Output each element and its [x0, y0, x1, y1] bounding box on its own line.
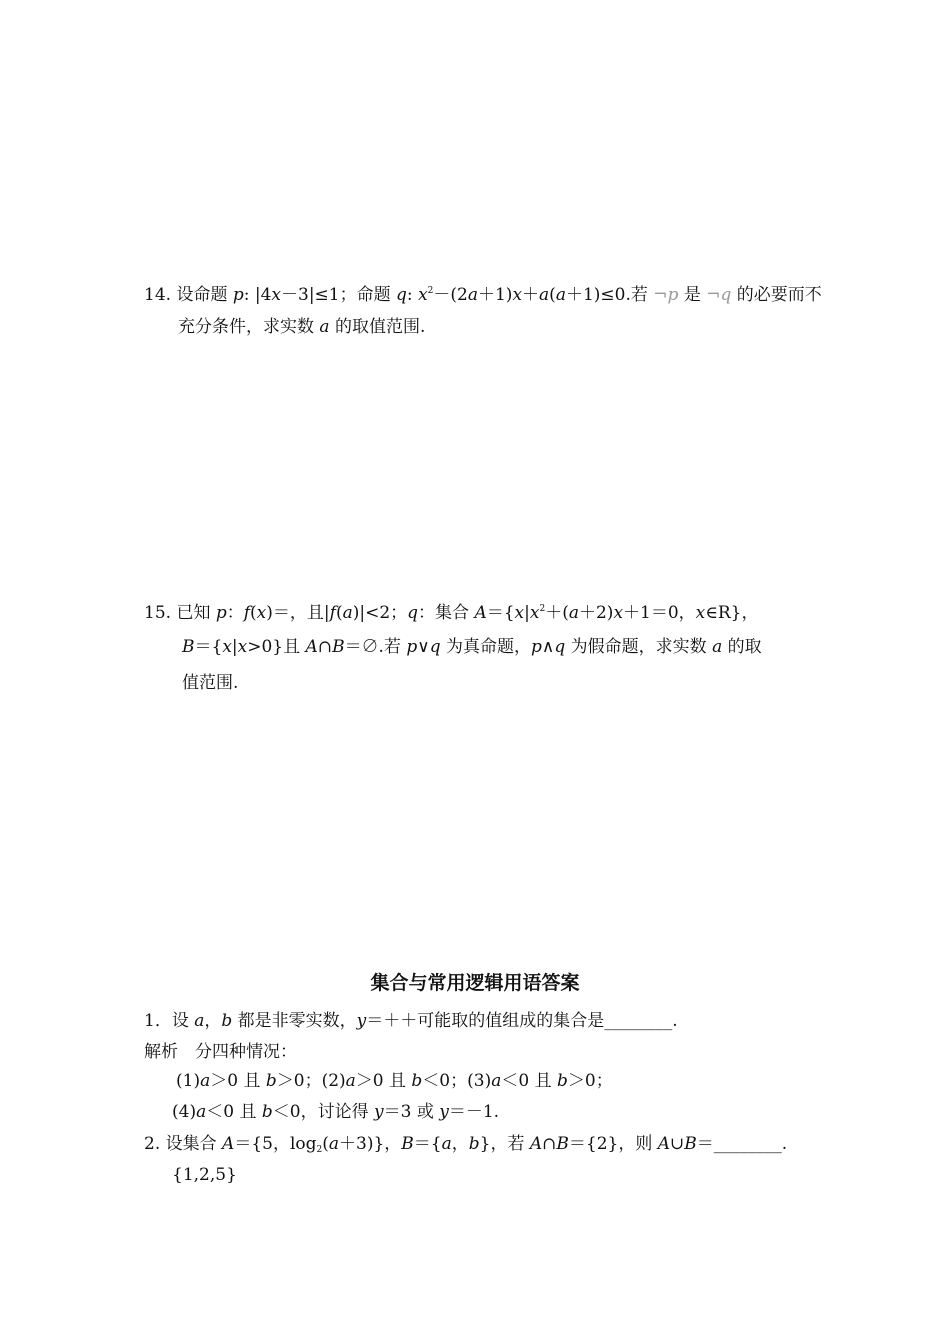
answer-2-result: {1,2,5}	[172, 1165, 237, 1185]
answer-2-question: 2. 设集合 A＝{5，$\log_2(a+3)$}，B＝{a，b}，若 A∩B＝{2}，则 A∪B＝________.	[144, 1134, 788, 1155]
problem-15-line-1: 15. 已知 p：f(x)＝，且|f(a)|<2；q：集合 $A=\{x|x^2+(a+2)x+1=0$，x∈R}，	[144, 603, 759, 623]
answer-1-case-line-1: (1)a＞0 且 b＞0；(2)a＞0 且 b＜0；(3)a＜0 且 b＞0；	[176, 1071, 613, 1091]
answer-1-case-line-2: (4)a＜0 且 b＜0，讨论得 y＝3 或 y＝－1.	[172, 1102, 500, 1122]
problem-15-line-2: B＝{x|x>0}且 A∩B＝∅.若 p∨q 为真命题，p∧q 为假命题，求实数 a 的取	[182, 637, 762, 657]
problem-14-line-1: 14. 设命题 p: |4x－3|≤1；命题 q: $x^2-(2a+1)x+a(a+1)\le 0$.若 ¬p 是 ¬q 的必要而不	[144, 285, 822, 305]
answer-1-analysis-label: 解析 分四种情况：	[144, 1042, 297, 1062]
answer-1-question: 1．设 a，b 都是非零实数，y＝＋＋可能取的值组成的集合是________.	[144, 1011, 678, 1031]
answers-title: 集合与常用逻辑用语答案	[370, 972, 580, 994]
problem-15-line-3: 值范围.	[182, 673, 239, 693]
problem-14-line-2: 充分条件，求实数 a 的取值范围.	[178, 317, 426, 337]
